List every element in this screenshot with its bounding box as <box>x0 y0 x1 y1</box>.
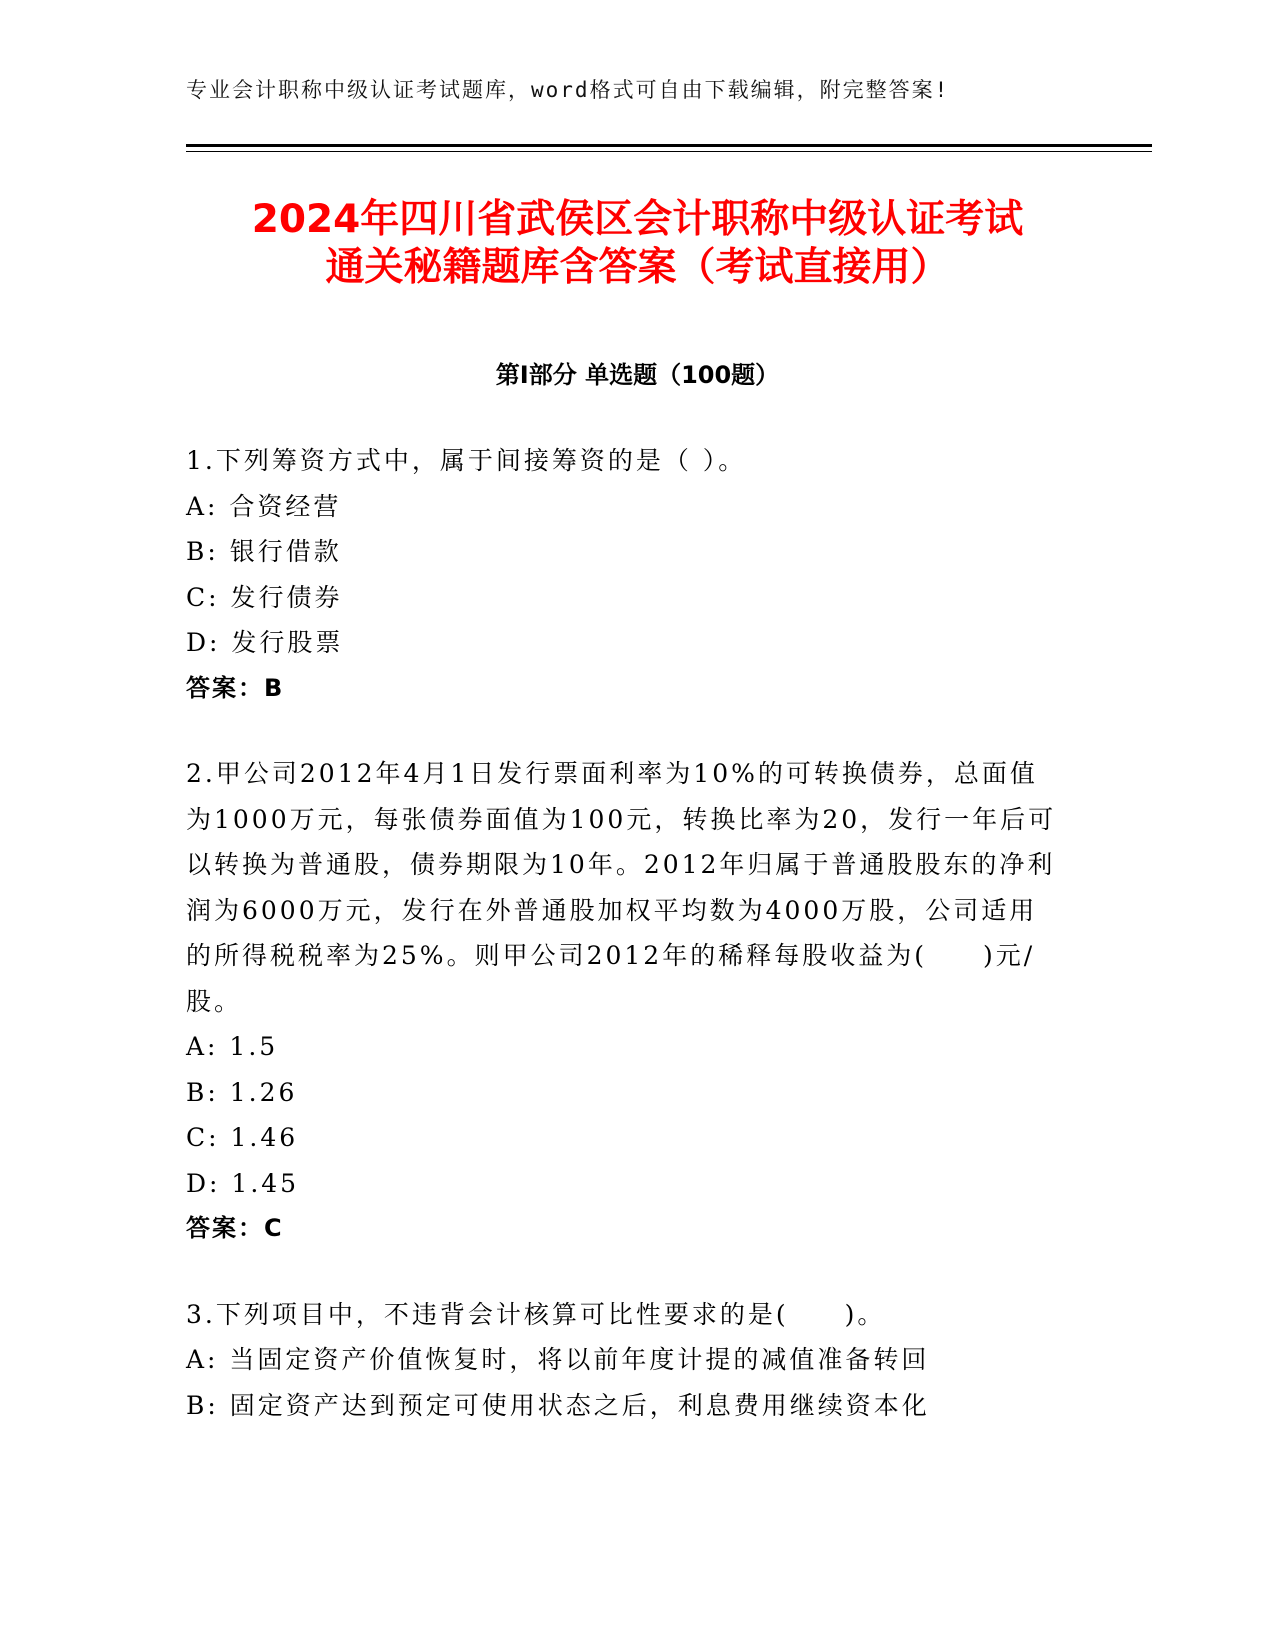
section-heading: 第Ⅰ部分 单选题（100题） <box>495 361 780 389</box>
option-c: C: 1.46 <box>186 1123 299 1152</box>
option-c: C: 发行债券 <box>186 582 343 612</box>
option-b: B: 1.26 <box>186 1077 298 1107</box>
header-note: 专业会计职称中级认证考试题库，word格式可自由下载编辑，附完整答案! <box>186 78 950 102</box>
option-d: D: 1.45 <box>186 1168 300 1198</box>
question-list <box>186 438 1076 1468</box>
question-stem: 1.下列筹资方式中，属于间接筹资的是（ ）。 <box>186 446 747 475</box>
question-1 <box>186 438 1076 711</box>
question-stem-line: 2.甲公司2012年4月1日发行票面利率为10%的可转换债券，总面值 <box>186 759 1038 788</box>
question-stem-line: 以转换为普通股，债券期限为10年。2012年归属于普通股股东的净利 <box>186 850 1056 879</box>
document-title <box>150 196 1125 292</box>
option-a: A: 当固定资产价值恢复时，将以前年度计提的减值准备转回 <box>186 1345 930 1374</box>
answer: 答案：C <box>186 1214 284 1242</box>
question-stem-line: 为1000万元，每张债券面值为100元，转换比率为20，发行一年后可 <box>186 804 1057 834</box>
question-stem-line: 的所得税税率为25%。则甲公司2012年的稀释每股收益为( )元/ <box>186 941 1036 970</box>
header-divider <box>186 144 1152 147</box>
answer: 答案：B <box>186 673 285 702</box>
question-3 <box>186 1292 1076 1429</box>
question-2 <box>186 751 1076 1252</box>
question-stem: 3.下列项目中，不违背会计核算可比性要求的是( )。 <box>186 1299 886 1329</box>
header-divider-thin <box>186 151 1152 152</box>
option-b: B: 银行借款 <box>186 537 342 566</box>
option-a: A: 1.5 <box>186 1032 279 1061</box>
question-stem-line: 股。 <box>186 986 243 1016</box>
title-line-2: 通关秘籍题库含答案（考试直接用） <box>325 245 950 290</box>
option-b: B: 固定资产达到预定可使用状态之后，利息费用继续资本化 <box>186 1390 930 1420</box>
question-stem-line: 润为6000万元，发行在外普通股加权平均数为4000万股，公司适用 <box>186 895 1038 925</box>
option-a: A: 合资经营 <box>186 491 342 521</box>
title-line-1: 2024年四川省武侯区会计职称中级认证考试 <box>251 197 1024 242</box>
option-d: D: 发行股票 <box>186 628 344 657</box>
